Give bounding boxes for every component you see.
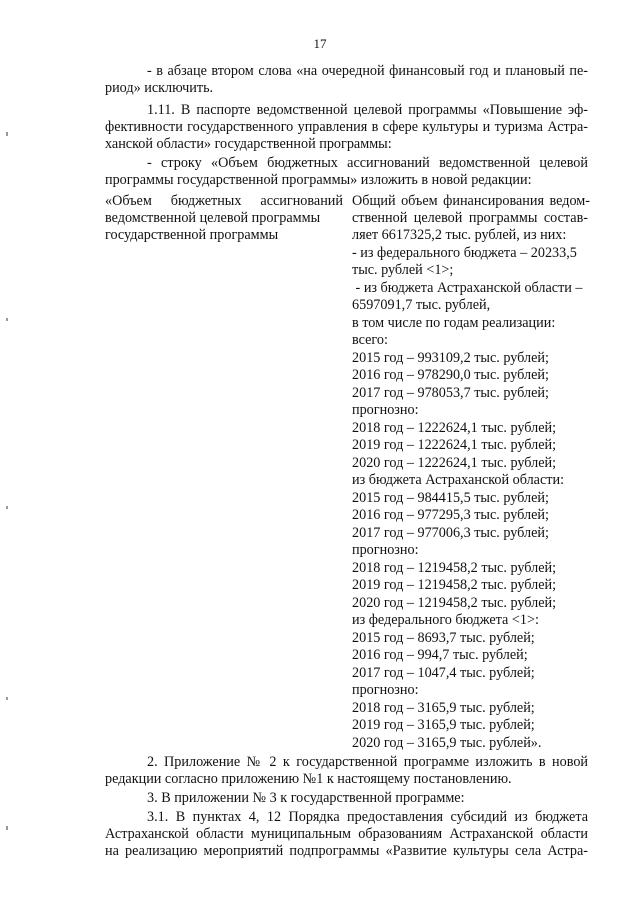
table-right-line: 2020 год – 3165,9 тыс. рублей». bbox=[352, 735, 542, 751]
paragraph-line: на реализацию мероприятий подпрограммы «Развитие культуры села Астра- bbox=[105, 843, 588, 859]
paragraph-line: - в абзаце втором слова «на очередной финансовый год и плановый пе- bbox=[147, 63, 588, 79]
table-right-line: 2016 год – 978290,0 тыс. рублей; bbox=[352, 367, 549, 383]
table-right-line: из бюджета Астраханской области: bbox=[352, 472, 565, 488]
table-right-line: 2019 год – 1222624,1 тыс. рублей; bbox=[352, 437, 557, 453]
paragraph-line: - строку «Объем бюджетных ассигнований ведомственной целевой bbox=[147, 155, 588, 171]
table-right-line: из федерального бюджета <1>: bbox=[352, 612, 539, 628]
paragraph-line: редакции согласно приложению №1 к настоящему постановлению. bbox=[105, 771, 512, 787]
table-right-line: 2018 год – 3165,9 тыс. рублей; bbox=[352, 700, 535, 716]
table-left-line: государственной программы bbox=[105, 227, 279, 243]
table-right-line: 2015 год – 993109,2 тыс. рублей; bbox=[352, 350, 549, 366]
table-right-line: - из бюджета Астраханской области – bbox=[352, 280, 583, 296]
paragraph-line: Астраханской области муниципальным образованиям Астраханской области bbox=[105, 826, 588, 842]
paragraph-line: программы государственной программы» изложить в новой редакции: bbox=[105, 172, 532, 188]
paragraph-line: 2. Приложение № 2 к государственной программе изложить в новой bbox=[147, 754, 588, 770]
scan-artifact bbox=[6, 506, 8, 509]
scan-artifact bbox=[6, 697, 8, 700]
scan-artifact bbox=[6, 826, 8, 830]
table-left-line: ведомственной целевой программы bbox=[105, 210, 321, 226]
table-right-line: 2015 год – 8693,7 тыс. рублей; bbox=[352, 630, 535, 646]
table-right-line: 2018 год – 1219458,2 тыс. рублей; bbox=[352, 560, 557, 576]
table-right-line: 2018 год – 1222624,1 тыс. рублей; bbox=[352, 420, 557, 436]
table-right-line: 2017 год – 1047,4 тыс. рублей; bbox=[352, 665, 535, 681]
table-right-line: 2019 год – 1219458,2 тыс. рублей; bbox=[352, 577, 557, 593]
table-right-line: 2017 год – 978053,7 тыс. рублей; bbox=[352, 385, 549, 401]
paragraph-line: 3.1. В пунктах 4, 12 Порядка предоставления субсидий из бюджета bbox=[147, 809, 588, 825]
scan-artifact bbox=[6, 318, 8, 321]
table-right-line: 2017 год – 977006,3 тыс. рублей; bbox=[352, 525, 549, 541]
paragraph-line: ханской области» государственной программы: bbox=[105, 136, 392, 152]
table-right-line: тыс. рублей <1>; bbox=[352, 262, 454, 278]
table-right-line: 6597091,7 тыс. рублей, bbox=[352, 297, 491, 313]
table-right-line: - из федерального бюджета – 20233,5 bbox=[352, 245, 577, 261]
table-right-line: ляет 6617325,2 тыс. рублей, из них: bbox=[352, 227, 567, 243]
table-right-line: прогнозно: bbox=[352, 682, 419, 698]
table-right-line: в том числе по годам реализации: bbox=[352, 315, 556, 331]
paragraph-line: 3. В приложении № 3 к государственной программе: bbox=[147, 790, 465, 806]
table-right-line: 2020 год – 1222624,1 тыс. рублей; bbox=[352, 455, 557, 471]
scan-artifact bbox=[6, 132, 8, 136]
table-right-line: 2016 год – 994,7 тыс. рублей; bbox=[352, 647, 528, 663]
table-left-line: «Объем бюджетных ассигнований bbox=[105, 193, 343, 209]
table-right-line: 2016 год – 977295,3 тыс. рублей; bbox=[352, 507, 549, 523]
table-right-line: прогнозно: bbox=[352, 542, 419, 558]
table-right-line: 2020 год – 1219458,2 тыс. рублей; bbox=[352, 595, 557, 611]
table-right-line: 2015 год – 984415,5 тыс. рублей; bbox=[352, 490, 549, 506]
table-right-line: прогнозно: bbox=[352, 402, 419, 418]
paragraph-line: 1.11. В паспорте ведомственной целевой программы «Повышение эф- bbox=[147, 102, 588, 118]
table-right-line: 2019 год – 3165,9 тыс. рублей; bbox=[352, 717, 535, 733]
paragraph-line: фективности государственного управления в сфере культуры и туризма Астра- bbox=[105, 119, 588, 135]
paragraph-line: риод» исключить. bbox=[105, 80, 214, 96]
table-right-line: ственной целевой программы состав- bbox=[352, 210, 588, 226]
table-right-line: всего: bbox=[352, 332, 388, 348]
page-number: 17 bbox=[313, 36, 327, 51]
table-right-line: Общий объем финансирования ведом- bbox=[352, 193, 590, 209]
